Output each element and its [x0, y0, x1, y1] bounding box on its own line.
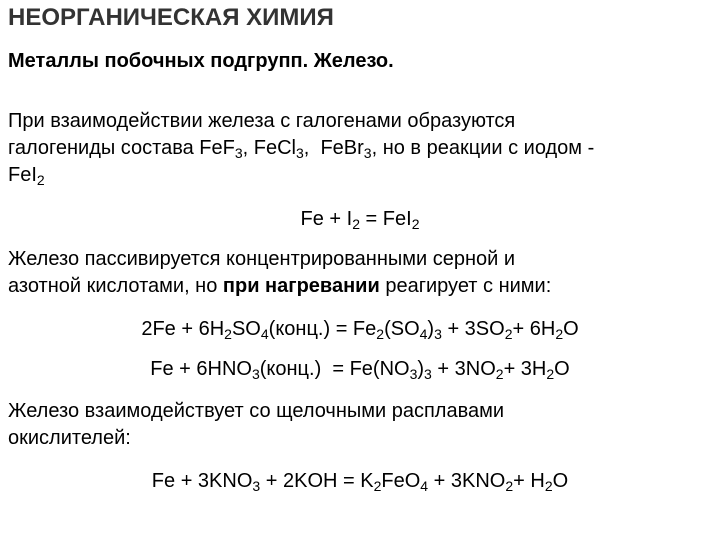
equation-nitric-acid: $Fe + 6HNO_3(конц.) = Fe(NO_3)_3 + 3NO_2+ 3H_2O$	[150, 358, 570, 382]
paragraph-alkaline-melts	[8, 398, 708, 452]
text-line: Железо пассивируется концентрированными серной и	[8, 248, 516, 270]
text-line: Железо взаимодействует со щелочными расплавами	[8, 400, 505, 422]
text-line: азотной кислотами, но при нагревании реагирует с ними:	[8, 275, 552, 297]
text-line: галогениды состава FeF$_3$, FeCl$_3$, FeBr$_3$, но в реакции с иодом -	[8, 137, 595, 161]
text-line: FeI$_2$	[8, 164, 45, 188]
paragraph-passivation	[8, 246, 708, 300]
page-title: НЕОРГАНИЧЕСКАЯ ХИМИЯ	[8, 4, 334, 31]
equation-ferrate: $Fe + 3KNO_3 + 2KOH = K_2FeO_4 + 3KNO_2+ H_2O$	[151, 470, 569, 494]
equation-sulfuric-acid: $2Fe + 6H_2SO_4(конц.) = Fe_2(SO_4)_3 + 3SO_2+ 6H_2O$	[141, 318, 579, 342]
paragraph-halogens	[8, 108, 708, 189]
text-line: При взаимодействии железа с галогенами образуются	[8, 110, 516, 132]
text-line: окислителей:	[8, 427, 131, 449]
equation-fe-iodine: $Fe + I_2 = FeI_2$	[300, 208, 420, 232]
page-subtitle: Металлы побочных подгрупп. Железо.	[8, 50, 394, 72]
